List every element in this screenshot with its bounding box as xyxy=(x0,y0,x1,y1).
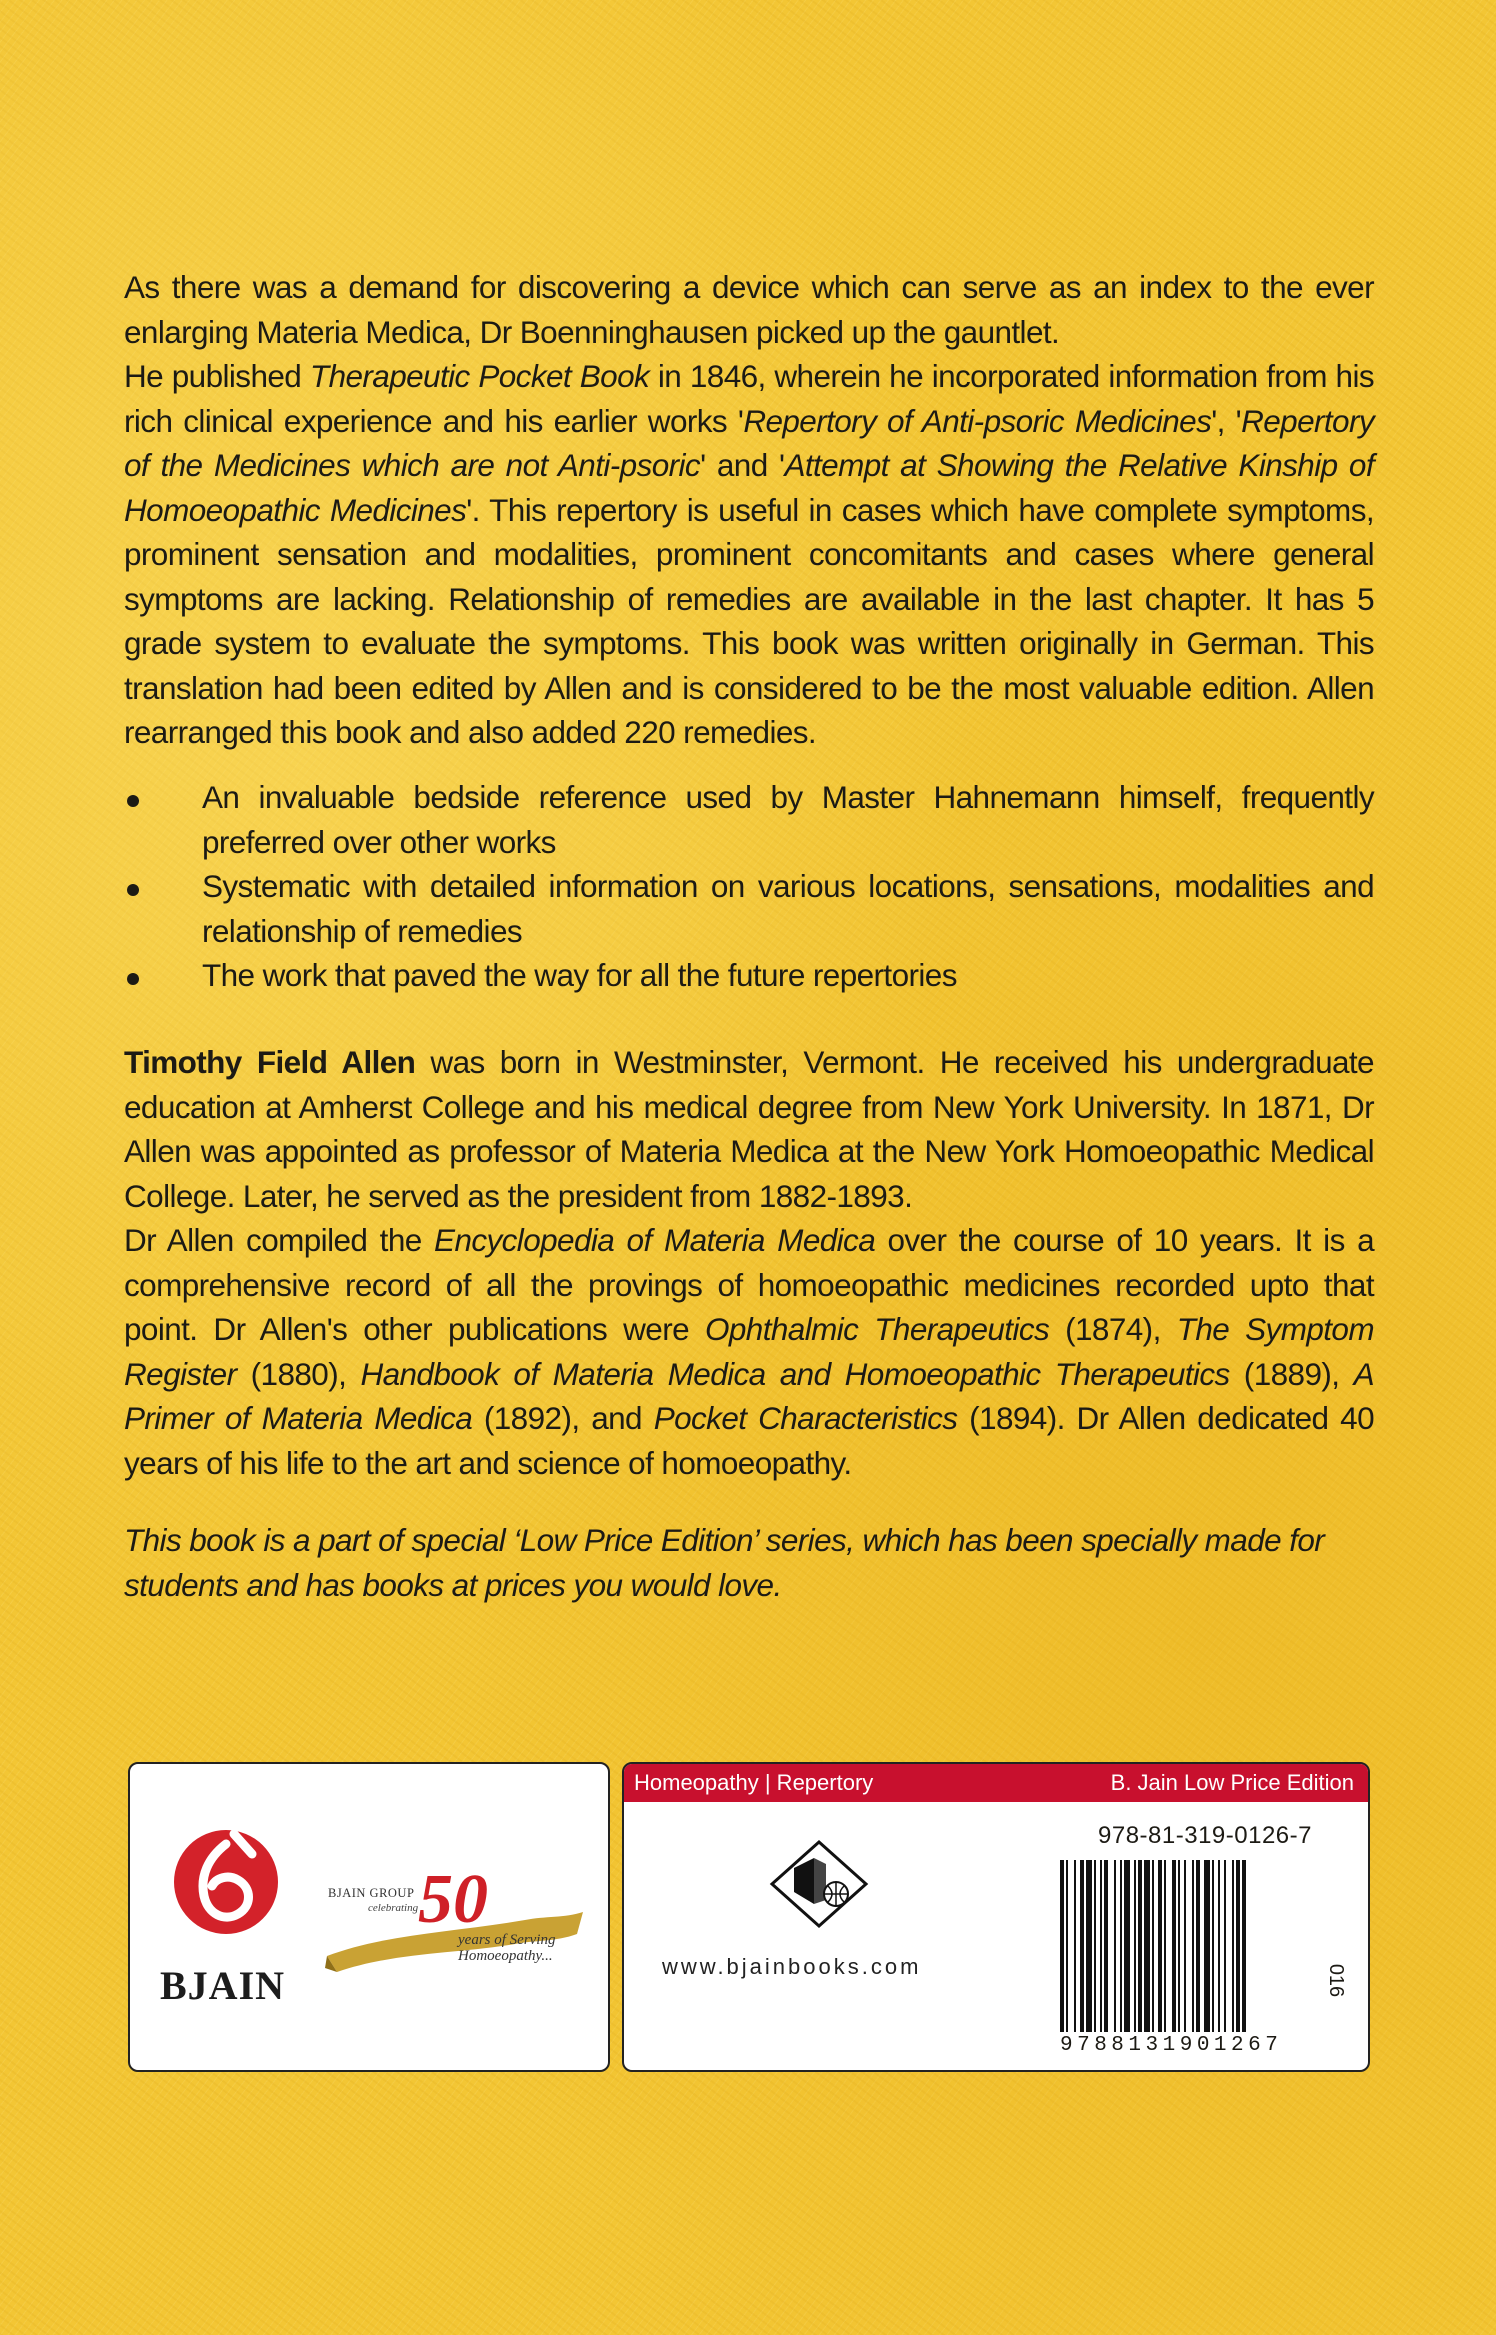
logo-panel xyxy=(128,1762,610,2072)
celebrating-label: celebrating xyxy=(368,1902,419,1914)
anniversary-text: years of Serving Homoeopathy... xyxy=(458,1932,556,1964)
barcode-bar xyxy=(1066,1860,1068,2032)
barcode-bar xyxy=(1080,1860,1084,2032)
barcode-bar xyxy=(1218,1860,1220,2032)
barcode-bar xyxy=(1144,1860,1150,2032)
book-title: Therapeutic Pocket Book xyxy=(309,358,650,394)
book-title: Repertory of the Medicines which are not Anti-psoric xyxy=(124,402,1374,483)
barcode-bar xyxy=(1224,1860,1226,2032)
book-description xyxy=(124,265,1374,755)
author-paragraph-1: Timothy Field Allen was born in Westminster, Vermont. He received his undergraduate education at Amherst College and his medical degree from New York University. In 1871, Dr Allen was appointed as professor of Materia Medica at the New York Homoeopathic Medical College. Later, he served as the president from 1882-1893. xyxy=(124,1044,1374,1214)
barcode-bar xyxy=(1138,1860,1142,2032)
website-link[interactable]: www.bjainbooks.com xyxy=(662,1954,922,1979)
barcode-bar xyxy=(1086,1860,1092,2032)
anniversary-number: 50 xyxy=(418,1861,488,1938)
barcode-bar xyxy=(1134,1860,1136,2032)
book-globe-icon xyxy=(764,1834,874,1934)
barcode-bar xyxy=(1212,1860,1214,2032)
list-item: An invaluable bedside reference used by Master Hahnemann himself, frequently preferred over other works xyxy=(124,775,1374,864)
intro-paragraph-2: He published Therapeutic Pocket Book in 1846, wherein he incorporated information from his rich clinical experience and his earlier works 'Repertory of Anti-psoric Medicines', 'Repertory of the Medicines which are not Anti-psoric' and 'Attempt at Showing the Relative Kinship of Homoeopathic Medicines'. This repertory is useful in cases which have complete symptoms, prominent sensation and modalities, prominent concomitants and cases where general symptoms are lacking. Relationship of remedies are available in the last chapter. It has 5 grade system to evaluate the symptoms. This book was written originally in German. This translation had been edited by Allen and is considered to be the most valuable edition. Allen rearranged this book and also added 220 remedies. xyxy=(124,358,1374,750)
bullet-icon xyxy=(127,884,139,896)
barcode-bar xyxy=(1100,1860,1102,2032)
barcode-bar xyxy=(1196,1860,1200,2032)
barcode-bar xyxy=(1232,1860,1234,2032)
bullet-icon xyxy=(127,795,139,807)
barcode-bar xyxy=(1184,1860,1186,2032)
barcode-bar xyxy=(1164,1860,1166,2032)
barcode-bar xyxy=(1074,1860,1076,2032)
barcode-bar xyxy=(1120,1860,1122,2032)
barcode-bar xyxy=(1242,1860,1246,2032)
barcode-bar xyxy=(1236,1860,1240,2032)
book-title: Attempt at Showing the Relative Kinship of Homoeopathic Medicines xyxy=(124,447,1374,528)
barcode-bar xyxy=(1192,1860,1194,2032)
barcode-bar xyxy=(1060,1860,1064,2032)
barcode-bar xyxy=(1178,1860,1180,2032)
list-item: The work that paved the way for all the future repertories xyxy=(124,953,1374,998)
barcode-bar xyxy=(1124,1860,1130,2032)
barcode-icon xyxy=(1060,1860,1300,2032)
book-title: Repertory of Anti-psoric Medicines xyxy=(743,402,1212,439)
edition-label: B. Jain Low Price Edition xyxy=(1110,1770,1354,1795)
author-name: Timothy Field Allen xyxy=(124,1044,416,1080)
barcode-bar xyxy=(1172,1860,1176,2032)
author-bio xyxy=(124,1040,1374,1485)
category-label: Homeopathy | Repertory xyxy=(634,1770,874,1795)
list-item: Systematic with detailed information on various locations, sensations, modalities and relationship of remedies xyxy=(124,864,1374,953)
info-panel xyxy=(622,1762,1370,2072)
price-code: 016 xyxy=(1324,1963,1347,1998)
barcode-bar xyxy=(1204,1860,1210,2032)
intro-paragraph-1: As there was a demand for discovering a device which can serve as an index to the ever enlarging Materia Medica, Dr Boenninghausen picked up the gauntlet. xyxy=(124,269,1374,350)
bullet-icon xyxy=(127,973,139,985)
brand-name: BJAIN xyxy=(160,1963,286,2008)
barcode-digits: 9788131901267 xyxy=(1060,2034,1283,2057)
barcode-bar xyxy=(1114,1860,1116,2032)
barcode-bar xyxy=(1152,1860,1154,2032)
isbn-label: 978-81-319-0126-7 xyxy=(1098,1822,1312,1849)
publisher-block xyxy=(128,1762,1368,2070)
barcode-bar xyxy=(1158,1860,1162,2032)
group-name: BJAIN GROUP xyxy=(328,1886,415,1900)
bjain-logo-icon xyxy=(164,1814,304,1964)
feature-list xyxy=(124,775,1374,998)
author-paragraph-2: Dr Allen compiled the Encyclopedia of Materia Medica over the course of 10 years. It is a comprehensive record of all the provings of homoeopathic medicines recorded upto that point. Dr Allen's other publications were Ophthalmic Therapeutics (1874), The Symptom Register (1880), Handbook of Materia Medica and Homoeopathic Therapeutics (1889), A Primer of Materia Medica (1892), and Pocket Characteristics (1894). Dr Allen dedicated 40 years of his life to the art and science of homoeopathy. xyxy=(124,1222,1375,1481)
series-tagline: This book is a part of special ‘Low Price Edition’ series, which has been specially made for students and has books at prices you would love. xyxy=(124,1522,1325,1603)
barcode-bar xyxy=(1104,1860,1108,2032)
category-bar xyxy=(624,1764,1368,1802)
barcode-bar xyxy=(1094,1860,1096,2032)
